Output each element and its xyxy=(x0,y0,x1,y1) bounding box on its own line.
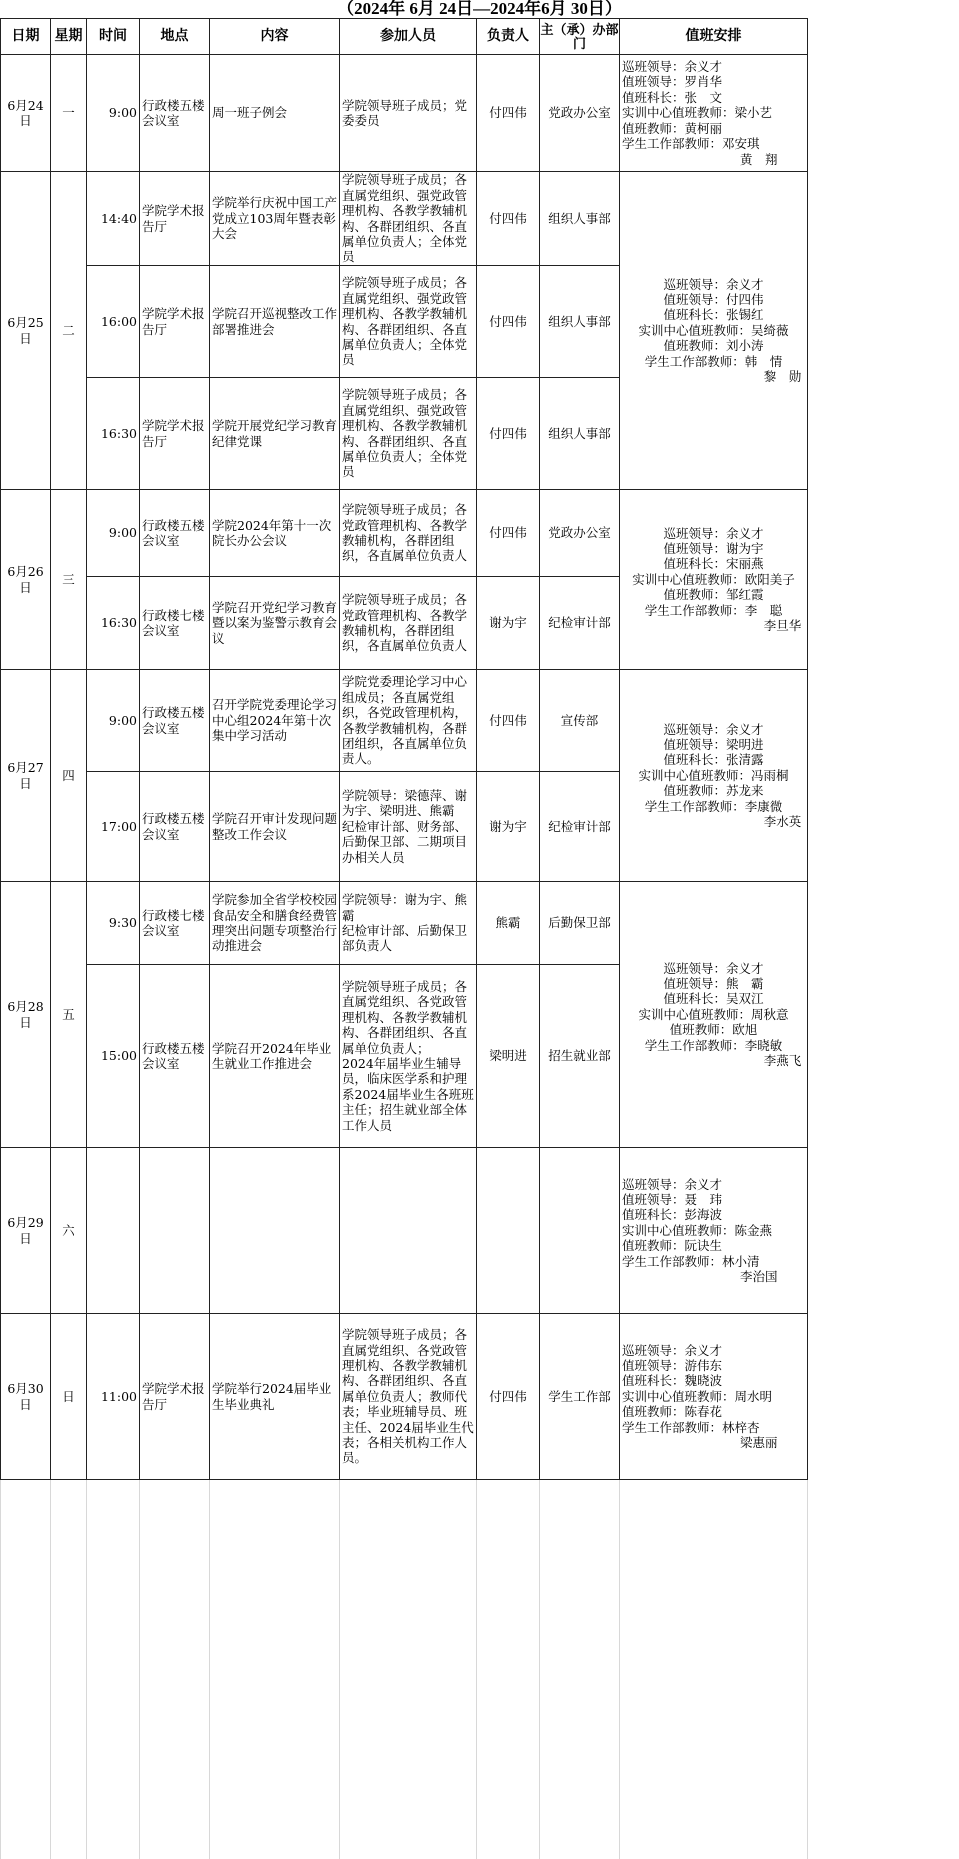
event-dept: 党政办公室 xyxy=(540,55,620,172)
event-dept: 组织人事部 xyxy=(540,172,620,266)
event-owner: 熊霸 xyxy=(477,882,540,965)
day-date: 6月29日 xyxy=(1,1148,51,1314)
duty-line: 值班教师：苏龙来 xyxy=(663,783,764,799)
event-place: 学院学术报告厅 xyxy=(140,266,210,378)
event-content: 学院召开2024年毕业生就业工作推进会 xyxy=(210,965,340,1148)
duty-line: 值班科长：张清露 xyxy=(663,752,764,768)
duty-line: 实训中心值班教师：周水明 xyxy=(622,1388,773,1404)
duty-line: 梁惠丽 xyxy=(740,1435,778,1451)
participants-line: 2024年届毕业生辅导员，临床医学系和护理系2024届毕业生各班班主任；招生就业部全体工作人员 xyxy=(342,1056,474,1133)
event-place: 行政楼五楼会议室 xyxy=(140,670,210,772)
duty-arrangement xyxy=(620,1314,808,1480)
day-date: 6月30日 xyxy=(1,1314,51,1480)
header-weekday: 星期 xyxy=(51,19,87,55)
event-dept: 纪检审计部 xyxy=(540,577,620,670)
duty-line: 学生工作部教师：李 聪 xyxy=(644,602,783,618)
event-place: 学院学术报告厅 xyxy=(140,172,210,266)
event-owner: 付四伟 xyxy=(477,490,540,577)
duty-line: 李旦华 xyxy=(763,618,802,634)
event-dept: 组织人事部 xyxy=(540,378,620,490)
event-dept xyxy=(540,1148,620,1314)
event-participants xyxy=(340,882,477,965)
participants-line: 学院领导班子成员；各党政管理机构、各教学教辅机构，各群团组织，各直属单位负责人 xyxy=(342,592,468,654)
duty-line: 学生工作部教师：林小清 xyxy=(622,1253,760,1269)
event-time: 9:00 xyxy=(87,490,140,577)
duty-line: 值班教师：欧旭 xyxy=(669,1022,758,1038)
duty-line: 巡班领导：余义才 xyxy=(663,276,764,292)
blank-cell xyxy=(477,1480,540,1859)
event-time: 16:30 xyxy=(87,577,140,670)
event-content: 学院参加全省学校校园食品安全和膳食经费管理突出问题专项整治行动推进会 xyxy=(210,882,340,965)
duty-line: 实训中心值班教师：梁小艺 xyxy=(622,105,773,121)
blank-cell xyxy=(620,1480,808,1859)
duty-line: 巡班领导：余义才 xyxy=(663,525,764,541)
duty-line: 值班领导：聂 玮 xyxy=(622,1191,723,1207)
blank-cell xyxy=(210,1480,340,1859)
blank-cell xyxy=(540,1480,620,1859)
duty-line: 值班领导：付四伟 xyxy=(663,291,764,307)
day-weekday: 五 xyxy=(51,882,87,1148)
event-participants xyxy=(340,55,477,172)
page-title: （2024年 6月 24日—2024年6月 30日） xyxy=(337,0,622,18)
header-dept: 主（承）办部门 xyxy=(540,19,620,55)
duty-line: 实训中心值班教师：陈金燕 xyxy=(622,1222,773,1238)
participants-line: 学院领导班子成员；各党政管理机构、各教学教辅机构，各群团组织，各直属单位负责人 xyxy=(342,502,468,564)
event-content: 周一班子例会 xyxy=(210,55,340,172)
event-participants xyxy=(340,577,477,670)
duty-line: 巡班领导：余义才 xyxy=(663,721,764,737)
event-place xyxy=(140,1148,210,1314)
day-weekday: 三 xyxy=(51,490,87,670)
duty-arrangement xyxy=(620,882,808,1148)
duty-line: 值班领导：熊 霸 xyxy=(663,975,764,991)
event-participants xyxy=(340,965,477,1148)
blank-cell xyxy=(87,1480,140,1859)
participants-line: 学院领导班子成员；各直属党组织、强党政管理机构、各教学教辅机构、各群团组织、各直属单位负责人；全体党员 xyxy=(342,275,468,368)
event-time: 17:00 xyxy=(87,772,140,882)
event-participants xyxy=(340,772,477,882)
event-content: 学院举行2024届毕业生毕业典礼 xyxy=(210,1314,340,1480)
duty-line: 值班领导：梁明进 xyxy=(663,736,764,752)
duty-line: 黄 翔 xyxy=(740,151,778,167)
event-owner: 付四伟 xyxy=(477,670,540,772)
duty-line: 学生工作部教师：李晓敏 xyxy=(644,1037,783,1053)
duty-line: 值班领导：游伟东 xyxy=(622,1357,723,1373)
event-content: 学院2024年第十一次院长办公会议 xyxy=(210,490,340,577)
event-participants xyxy=(340,670,477,772)
event-participants xyxy=(340,266,477,378)
participants-line: 学院领导班子成员；党委委员 xyxy=(342,97,468,128)
duty-line: 值班教师：阮诀生 xyxy=(622,1238,723,1254)
event-owner: 梁明进 xyxy=(477,965,540,1148)
duty-line: 值班领导：罗肖华 xyxy=(622,74,723,90)
event-participants xyxy=(340,1314,477,1480)
day-weekday: 一 xyxy=(51,55,87,172)
participants-line: 学院领导：谢为宇、熊霸 xyxy=(342,892,468,923)
day-date: 6月26日 xyxy=(1,490,51,670)
duty-arrangement xyxy=(620,172,808,490)
event-owner: 付四伟 xyxy=(477,55,540,172)
duty-line: 巡班领导：余义才 xyxy=(663,960,764,976)
participants-line: 学院领导班子成员；各直属党组织、强党政管理机构、各教学教辅机构、各群团组织、各直属单位负责人；全体党员 xyxy=(342,387,468,480)
duty-line: 学生工作部教师：李康微 xyxy=(644,798,783,814)
event-participants xyxy=(340,378,477,490)
blank-cell xyxy=(140,1480,210,1859)
header-owner: 负责人 xyxy=(477,19,540,55)
duty-line: 实训中心值班教师：周秋意 xyxy=(638,1006,789,1022)
event-content: 学院召开审计发现问题整改工作会议 xyxy=(210,772,340,882)
event-dept: 纪检审计部 xyxy=(540,772,620,882)
event-owner: 谢为宇 xyxy=(477,772,540,882)
header-duty: 值班安排 xyxy=(620,19,808,55)
day-weekday: 四 xyxy=(51,670,87,882)
duty-line: 实训中心值班教师：吴绮薇 xyxy=(638,322,789,338)
duty-line: 实训中心值班教师：欧阳美子 xyxy=(632,571,795,587)
event-place: 学院学术报告厅 xyxy=(140,378,210,490)
duty-line: 值班科长：彭海波 xyxy=(622,1207,723,1223)
duty-line: 巡班领导：余义才 xyxy=(622,1176,723,1192)
header-time: 时间 xyxy=(87,19,140,55)
event-place: 行政楼五楼会议室 xyxy=(140,55,210,172)
event-owner: 付四伟 xyxy=(477,1314,540,1480)
duty-line: 黎 勋 xyxy=(763,369,802,385)
duty-arrangement xyxy=(620,1148,808,1314)
duty-line: 值班科长：吴双江 xyxy=(663,991,764,1007)
duty-line: 学生工作部教师：邓安琪 xyxy=(622,136,760,152)
participants-line: 纪检审计部、财务部、后勤保卫部、二期项目办相关人员 xyxy=(342,818,468,865)
duty-line: 巡班领导：余义才 xyxy=(622,1342,723,1358)
header-participants: 参加人员 xyxy=(340,19,477,55)
participants-line: 学院领导班子成员；各直属党组织、各党政管理机构、各教学教辅机构、各群团组织、各直属单位负责人；教师代表；毕业班辅导员、班主任、2024届毕业生代表；各相关机构工作人员。 xyxy=(342,1327,474,1466)
event-content xyxy=(210,1148,340,1314)
participants-line: 学院领导班子成员；各直属党组织、各党政管理机构、各教学教辅机构、各群团组织、各直属单位负责人； xyxy=(342,978,468,1056)
blank-cell xyxy=(1,1480,51,1859)
header-content: 内容 xyxy=(210,19,340,55)
event-place: 行政楼五楼会议室 xyxy=(140,772,210,882)
header-place: 地点 xyxy=(140,19,210,55)
event-dept: 后勤保卫部 xyxy=(540,882,620,965)
participants-line: 学院党委理论学习中心组成员；各直属党组织，各党政管理机构，各教学教辅机构，各群团组织，各直属单位负责人。 xyxy=(342,674,468,767)
event-participants xyxy=(340,172,477,266)
event-dept: 党政办公室 xyxy=(540,490,620,577)
event-participants xyxy=(340,1148,477,1314)
duty-line: 实训中心值班教师：冯雨桐 xyxy=(638,767,789,783)
event-place: 行政楼七楼会议室 xyxy=(140,577,210,670)
blank-margin xyxy=(808,19,959,1859)
event-place: 行政楼七楼会议室 xyxy=(140,882,210,965)
event-dept: 宣传部 xyxy=(540,670,620,772)
event-time: 14:40 xyxy=(87,172,140,266)
duty-arrangement xyxy=(620,55,808,172)
duty-line: 值班科长：张锡红 xyxy=(663,307,764,323)
event-participants xyxy=(340,490,477,577)
duty-line: 李治国 xyxy=(740,1269,778,1285)
duty-arrangement xyxy=(620,490,808,670)
duty-line: 值班科长：张 文 xyxy=(622,89,723,105)
event-time: 9:00 xyxy=(87,55,140,172)
duty-line: 李水英 xyxy=(763,814,802,830)
event-owner xyxy=(477,1148,540,1314)
participants-line: 纪检审计部、后勤保卫部负责人 xyxy=(342,923,468,954)
event-time xyxy=(87,1148,140,1314)
participants-line: 学院领导：梁德萍、谢为宇、梁明进、熊霸 xyxy=(342,787,468,819)
event-owner: 付四伟 xyxy=(477,266,540,378)
blank-cell xyxy=(51,1480,87,1859)
event-content: 学院举行庆祝中国工产党成立103周年暨表彰大会 xyxy=(210,172,340,266)
duty-line: 巡班领导：余义才 xyxy=(622,59,723,75)
duty-line: 李燕飞 xyxy=(763,1053,802,1069)
duty-line: 值班教师：陈春花 xyxy=(622,1404,723,1420)
event-dept: 学生工作部 xyxy=(540,1314,620,1480)
day-date: 6月25日 xyxy=(1,172,51,490)
event-time: 15:00 xyxy=(87,965,140,1148)
header-row xyxy=(1,19,959,55)
duty-line: 值班领导：谢为宇 xyxy=(663,540,764,556)
event-time: 16:30 xyxy=(87,378,140,490)
event-place: 行政楼五楼会议室 xyxy=(140,965,210,1148)
duty-line: 值班教师：刘小涛 xyxy=(663,338,764,354)
duty-schedule-table xyxy=(0,18,959,1859)
duty-line: 值班教师：黄柯丽 xyxy=(622,120,723,136)
day-weekday: 二 xyxy=(51,172,87,490)
duty-arrangement xyxy=(620,670,808,882)
event-time: 9:00 xyxy=(87,670,140,772)
duty-line: 值班教师：邹红霞 xyxy=(663,587,764,603)
event-content: 学院开展党纪学习教育纪律党课 xyxy=(210,378,340,490)
duty-line: 值班科长：魏晓波 xyxy=(622,1373,723,1389)
event-owner: 付四伟 xyxy=(477,172,540,266)
header-date: 日期 xyxy=(1,19,51,55)
event-place: 学院学术报告厅 xyxy=(140,1314,210,1480)
participants-line: 学院领导班子成员；各直属党组织、强党政管理机构、各教学教辅机构、各群团组织、各直属单位负责人；全体党员 xyxy=(342,172,468,265)
event-content: 学院召开党纪学习教育暨以案为鉴警示教育会议 xyxy=(210,577,340,670)
duty-line: 学生工作部教师：林梓杏 xyxy=(622,1419,760,1435)
day-date: 6月27日 xyxy=(1,670,51,882)
event-time: 11:00 xyxy=(87,1314,140,1480)
day-date: 6月24日 xyxy=(1,55,51,172)
event-time: 9:30 xyxy=(87,882,140,965)
event-place: 行政楼五楼会议室 xyxy=(140,490,210,577)
event-dept: 组织人事部 xyxy=(540,266,620,378)
event-time: 16:00 xyxy=(87,266,140,378)
event-owner: 谢为宇 xyxy=(477,577,540,670)
day-weekday: 日 xyxy=(51,1314,87,1480)
duty-line: 学生工作部教师：韩 情 xyxy=(644,353,783,369)
day-weekday: 六 xyxy=(51,1148,87,1314)
day-date: 6月28日 xyxy=(1,882,51,1148)
event-content: 学院召开巡视整改工作部署推进会 xyxy=(210,266,340,378)
event-dept: 招生就业部 xyxy=(540,965,620,1148)
duty-line: 值班科长：宋丽燕 xyxy=(663,556,764,572)
event-content: 召开学院党委理论学习中心组2024年第十次集中学习活动 xyxy=(210,670,340,772)
blank-cell xyxy=(340,1480,477,1859)
event-owner: 付四伟 xyxy=(477,378,540,490)
